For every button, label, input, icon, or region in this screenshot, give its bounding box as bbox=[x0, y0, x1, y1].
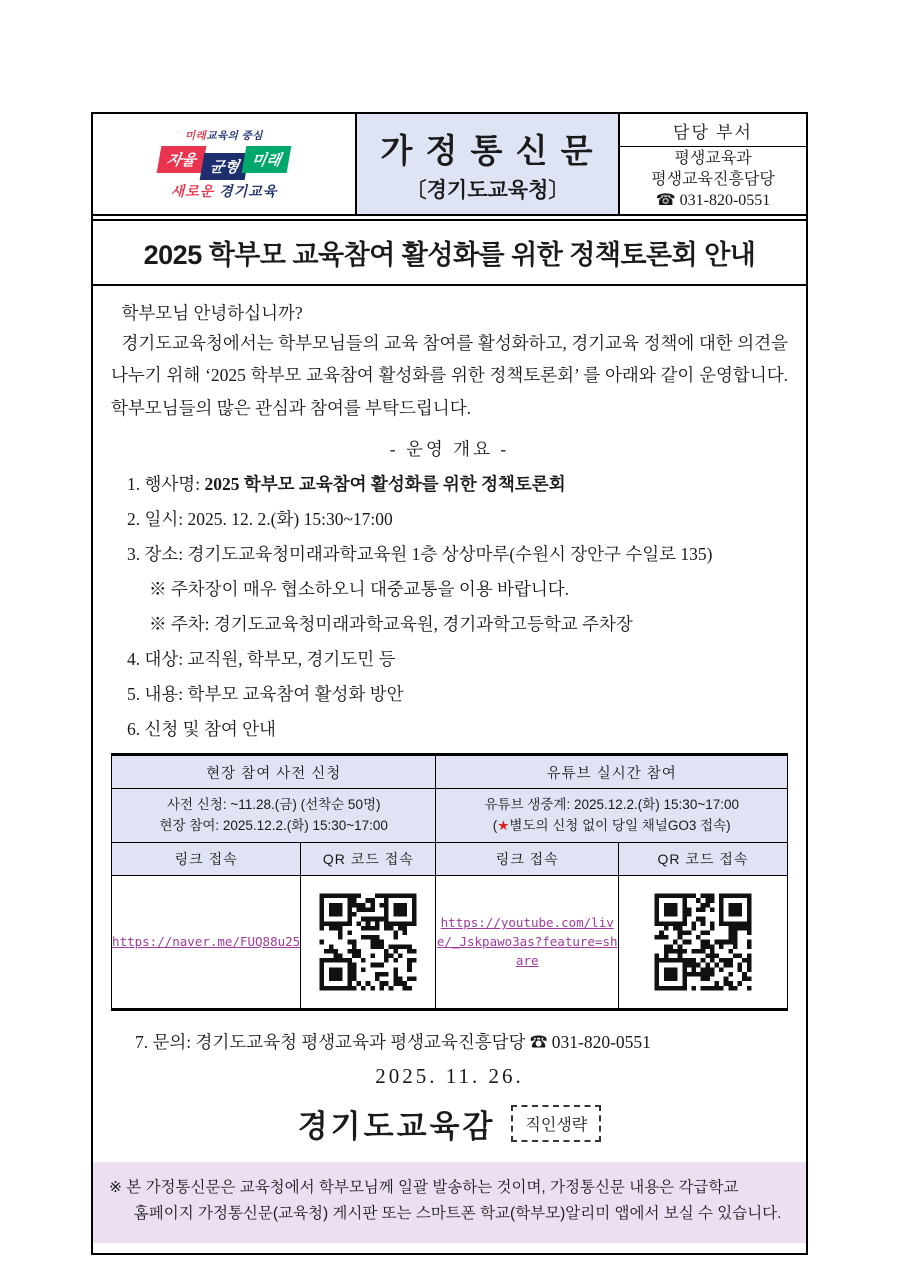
logo-subline-accent: 새로운 bbox=[170, 182, 215, 199]
youtube-note-line bbox=[436, 816, 787, 837]
document-title: 가 정 통 신 문 bbox=[380, 131, 595, 169]
logo-tagline-accent: 미래 bbox=[185, 129, 207, 142]
gyeonggi-education-logo bbox=[93, 114, 355, 214]
logo-tagline-rest: 교육의 중심 bbox=[206, 129, 263, 142]
inquiry-line: 7. 문의: 경기도교육청 평생교육과 평생교육진흥담당 ☎ 031-820-0551 bbox=[135, 1032, 651, 1053]
overview-note-parking-warning: ※ 주차장이 매우 협소하오니 대중교통을 이용 바랍니다. bbox=[149, 579, 570, 600]
overview-item1-bold: 2025 학부모 교육참여 활성화를 위한 정책토론회 bbox=[204, 474, 566, 495]
document-subtitle: 〔경기도교육청〕 bbox=[405, 178, 570, 202]
footer-notice-strip bbox=[93, 1162, 806, 1243]
logo-badges bbox=[159, 146, 290, 178]
overview-heading: - 운영 개요 - bbox=[389, 439, 510, 460]
document-body bbox=[93, 286, 806, 1146]
logo-badge-autonomy: 자율 bbox=[156, 146, 206, 173]
overview-item-content: 5. 내용: 학부모 교육참여 활성화 방안 bbox=[127, 684, 404, 705]
onsite-link-cell bbox=[112, 876, 301, 1010]
overview-item1-prefix: 1. 행사명: bbox=[127, 474, 205, 495]
footer-notice-text: ※ 본 가정통신문은 교육청에서 학부모님께 일괄 발송하는 것이며, 가정통신문 내용은 각급학교 홈페이지 가정통신문(교육청) 게시판 또는 스마트폰 학교(학부모)알리미 앱에서 보실 수 있습니다. bbox=[109, 1179, 782, 1223]
logo-tagline bbox=[159, 128, 290, 143]
subheader-qr-onsite: QR 코드 접속 bbox=[301, 843, 436, 876]
qr-code bbox=[619, 886, 787, 998]
overview-note-parking-place: ※ 주차: 경기도교육청미래과학교육원, 경기과학고등학교 주차장 bbox=[149, 614, 633, 635]
overview-item-datetime: 2. 일시: 2025. 12. 2.(화) 15:30~17:00 bbox=[127, 509, 393, 530]
department-info bbox=[620, 147, 806, 214]
qr-code bbox=[301, 886, 435, 998]
department-cell bbox=[620, 114, 806, 214]
issue-date: 2025. 11. 26. bbox=[375, 1064, 524, 1089]
youtube-info-cell bbox=[436, 789, 788, 843]
onsite-attend-line: 현장 참여: 2025.12.2.(화) 15:30~17:00 bbox=[159, 817, 388, 833]
logo-subline bbox=[159, 181, 290, 201]
document-header bbox=[93, 114, 806, 216]
logo-badge-balance: 균형 bbox=[199, 153, 249, 180]
department-label: 담당 부서 bbox=[620, 114, 806, 147]
youtube-qr-cell bbox=[618, 876, 787, 1010]
seal-omitted-box: 직인생략 bbox=[511, 1105, 601, 1142]
subheader-qr-youtube: QR 코드 접속 bbox=[618, 843, 787, 876]
overview-item-location: 3. 장소: 경기도교육청미래과학교육원 1층 상상마루(수원시 장안구 수일로 135) bbox=[127, 544, 713, 565]
youtube-note-rest: 별도의 신청 없이 당일 채널GO3 접속) bbox=[509, 817, 731, 833]
signature-row bbox=[111, 1101, 788, 1146]
onsite-prereg-line: 사전 신청: ~11.28.(금) (선착순 50명) bbox=[166, 796, 381, 812]
logo-badge-future: 미래 bbox=[242, 146, 292, 173]
overview-item-event-name bbox=[127, 471, 788, 496]
overview-item-apply-guide: 6. 신청 및 참여 안내 bbox=[127, 719, 276, 740]
youtube-note-open: ( bbox=[492, 817, 498, 833]
department-team: 평생교육진흥담당 bbox=[651, 171, 775, 189]
intro-paragraph: 경기도교육청에서는 학부모님들의 교육 참여를 활성화하고, 경기교육 정책에 대한 의견을 나누기 위해 ‘2025 학부모 교육참여 활성화를 위한 정책토론회’ 를 아래와 같이 운영합니다. 학부모님들의 많은 관심과 참여를 부탁드립니다. bbox=[111, 333, 788, 418]
page-title: 2025 학부모 교육참여 활성화를 위한 정책토론회 안내 bbox=[93, 219, 806, 286]
overview-item-audience: 4. 대상: 교직원, 학부모, 경기도민 등 bbox=[127, 649, 396, 670]
youtube-live-link[interactable]: https://youtube.com/live/_Jskpawo3as?feature=share bbox=[436, 915, 618, 968]
youtube-link-cell bbox=[436, 876, 619, 1010]
department-phone: ☎ 031-820-0551 bbox=[655, 191, 771, 209]
onsite-qr-cell bbox=[301, 876, 436, 1010]
signer-name: 경기도교육감 bbox=[297, 1109, 496, 1145]
department-name: 평생교육과 bbox=[674, 150, 752, 168]
newsletter-document bbox=[91, 112, 808, 1255]
document-title-cell bbox=[355, 114, 620, 214]
logo-subline-rest: 경기교육 bbox=[214, 182, 278, 199]
table-header-onsite: 현장 참여 사전 신청 bbox=[112, 755, 436, 789]
subheader-link-onsite: 링크 접속 bbox=[112, 843, 301, 876]
greeting-line: 학부모님 안녕하십니까? bbox=[121, 303, 303, 323]
onsite-info-cell bbox=[112, 789, 436, 843]
star-icon: ★ bbox=[497, 817, 510, 833]
participation-table bbox=[111, 753, 788, 1011]
table-header-youtube: 유튜브 실시간 참여 bbox=[436, 755, 788, 789]
onsite-registration-link[interactable]: https://naver.me/FUQ88u25 bbox=[112, 933, 301, 949]
youtube-live-line: 유튜브 생중계: 2025.12.2.(화) 15:30~17:00 bbox=[484, 796, 739, 812]
bottom-gap bbox=[93, 1243, 806, 1253]
subheader-link-youtube: 링크 접속 bbox=[436, 843, 619, 876]
